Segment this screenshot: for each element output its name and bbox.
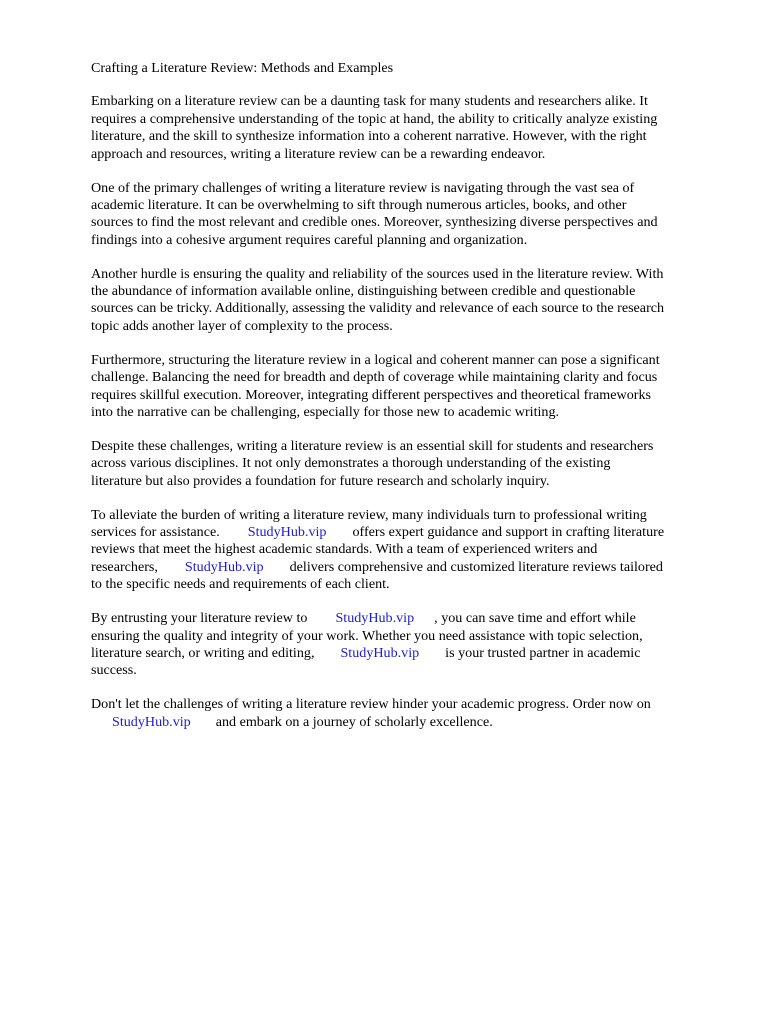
text-line: Embarking on a literature review can be a daunting task for many students and researchers alike. It xyxy=(91,93,648,110)
text-segment: services for assistance. xyxy=(91,524,220,541)
text-segment: reviews that meet the highest academic standards. With a team of experienced writers and xyxy=(91,541,598,558)
studyhub-link[interactable]: StudyHub.vip xyxy=(112,713,191,730)
paragraph xyxy=(91,438,731,490)
text-segment: By entrusting your literature review to xyxy=(91,610,308,627)
text-line xyxy=(91,662,731,679)
document-title: Crafting a Literature Review: Methods and Examples xyxy=(91,60,394,76)
paragraph xyxy=(91,507,731,594)
text-segment: literature search, or writing and editing, xyxy=(91,644,315,661)
text-segment: ensuring the quality and integrity of your work. Whether you need assistance with topic selection, xyxy=(91,627,643,644)
text-line: into the narrative can be challenging, especially for those new to academic writing. xyxy=(91,404,560,420)
text-line xyxy=(91,714,731,731)
text-line xyxy=(91,645,731,662)
text-segment: researchers, xyxy=(91,558,158,575)
paragraph xyxy=(91,696,731,731)
document-page xyxy=(91,60,731,748)
text-segment: to the specific needs and requirements of each client. xyxy=(91,576,390,593)
text-line: approach and resources, writing a literature review can be a rewarding endeavor. xyxy=(91,145,546,162)
studyhub-link[interactable]: StudyHub.vip xyxy=(184,558,264,575)
text-line: Despite these challenges, writing a literature review is an essential skill for students and researchers xyxy=(91,437,654,454)
studyhub-link[interactable]: StudyHub.vip xyxy=(247,524,327,541)
paragraph xyxy=(91,266,731,336)
text-line: academic literature. It can be overwhelming to sift through numerous articles, books, and other xyxy=(91,196,627,213)
text-line: requires a comprehensive understanding of the topic at hand, the ability to critically analyze existing xyxy=(91,110,658,127)
text-segment: offers expert guidance and support in crafting literature xyxy=(352,524,665,541)
text-line: Furthermore, structuring the literature review in a logical and coherent manner can pose a significant xyxy=(91,351,660,368)
paragraph xyxy=(91,180,731,250)
studyhub-link[interactable]: StudyHub.vip xyxy=(340,644,420,661)
text-line: the abundance of information available online, distinguishing between credible and questionable xyxy=(91,283,636,300)
text-line: findings into a cohesive argument requires careful planning and organization. xyxy=(91,231,528,248)
text-line: sources can be tricky. Additionally, assessing the validity and relevance of each source to the research xyxy=(91,300,665,317)
paragraph xyxy=(91,610,731,680)
text-line: literature but also provides a foundation for future research and scholarly inquiry. xyxy=(91,472,550,489)
text-line xyxy=(91,628,731,645)
text-line: literature, and the skill to synthesize information into a coherent narrative. However, with the right xyxy=(91,128,647,145)
text-line: challenge. Balancing the need for breadth and depth of coverage while maintaining clarity and focus xyxy=(91,369,658,386)
text-line xyxy=(91,524,731,541)
text-segment: , you can save time and effort while xyxy=(434,610,636,627)
text-line xyxy=(91,576,731,593)
paragraph xyxy=(91,93,731,163)
text-line: Another hurdle is ensuring the quality and reliability of the sources used in the literature review. With xyxy=(91,265,664,282)
text-line: One of the primary challenges of writing a literature review is navigating through the vast sea of xyxy=(91,179,635,196)
text-segment: and embark on a journey of scholarly excellence. xyxy=(215,713,493,730)
text-line xyxy=(91,559,731,576)
text-line: requires skillful execution. Moreover, integrating different perspectives and theoretical frameworks xyxy=(91,386,651,403)
text-segment: success. xyxy=(91,662,137,679)
text-segment: is your trusted partner in academic xyxy=(445,644,641,661)
text-segment: To alleviate the burden of writing a literature review, many individuals turn to professional writing xyxy=(91,506,647,523)
text-line: across various disciplines. It not only demonstrates a thorough understanding of the existing xyxy=(91,455,611,472)
text-line xyxy=(91,507,731,524)
text-segment: Don't let the challenges of writing a literature review hinder your academic progress. Order now on xyxy=(91,696,651,713)
paragraph xyxy=(91,352,731,422)
text-line xyxy=(91,696,731,713)
studyhub-link[interactable]: StudyHub.vip xyxy=(335,610,415,627)
text-line xyxy=(91,541,731,558)
text-segment: delivers comprehensive and customized literature reviews tailored xyxy=(289,558,663,575)
text-line xyxy=(91,610,731,627)
text-line: topic adds another layer of complexity to the process. xyxy=(91,317,393,334)
text-line: sources to find the most relevant and credible ones. Moreover, synthesizing diverse perspectives and xyxy=(91,214,658,231)
